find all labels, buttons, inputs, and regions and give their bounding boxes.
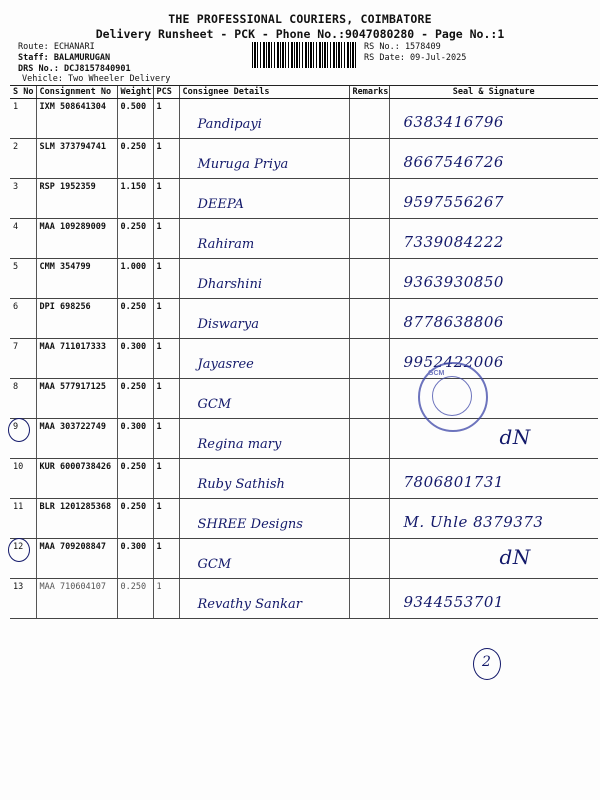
row-consignee-cell xyxy=(179,99,349,139)
signature-handwriting: 7806801731 xyxy=(403,473,504,491)
row-pcs-cell: 1 xyxy=(153,459,179,499)
rs-date: RS Date: 09-Jul-2025 xyxy=(364,53,467,63)
row-pcs-cell: 1 xyxy=(153,259,179,299)
consignee-handwriting: Ruby Sathish xyxy=(197,477,285,492)
route-label: Route: ECHANARI xyxy=(18,42,95,52)
row-sno-cell: 9 xyxy=(10,419,36,459)
staff-label: Staff: BALAMURUGAN xyxy=(18,53,111,63)
table-row xyxy=(10,259,598,299)
signature-handwriting: M. Uhle 8379373 xyxy=(403,513,544,531)
row-signature-cell xyxy=(389,259,598,299)
runsheet-table xyxy=(10,85,598,619)
page-count-mark xyxy=(473,648,501,680)
row-remarks-cell xyxy=(349,219,389,259)
row-signature-cell xyxy=(389,419,598,459)
consignee-handwriting: GCM xyxy=(197,557,232,572)
row-consignment-cell: MAA 710604107 xyxy=(36,579,117,619)
signature-handwriting: 8667546726 xyxy=(403,153,504,171)
consignee-handwriting: Jayasree xyxy=(197,357,254,372)
signature-handwriting: 9344553701 xyxy=(403,593,504,611)
row-remarks-cell xyxy=(349,139,389,179)
row-consignee-cell xyxy=(179,499,349,539)
row-remarks-cell xyxy=(349,379,389,419)
signature-handwriting: dN xyxy=(499,425,531,449)
row-sno-cell: 6 xyxy=(10,299,36,339)
row-signature-cell xyxy=(389,539,598,579)
table-row xyxy=(10,539,598,579)
table-row xyxy=(10,179,598,219)
row-consignee-cell xyxy=(179,139,349,179)
consignee-handwriting: Muruga Priya xyxy=(197,157,289,172)
row-remarks-cell xyxy=(349,459,389,499)
row-pcs-cell: 1 xyxy=(153,299,179,339)
row-signature-cell xyxy=(389,339,598,379)
row-consignment-cell: MAA 109289009 xyxy=(36,219,117,259)
row-consignment-cell: MAA 303722749 xyxy=(36,419,117,459)
row-sno-cell: 8 xyxy=(10,379,36,419)
row-remarks-cell xyxy=(349,499,389,539)
circled-row-mark xyxy=(8,538,30,562)
company-name: THE PROFESSIONAL COURIERS, COIMBATORE xyxy=(168,12,432,26)
row-consignee-cell xyxy=(179,419,349,459)
row-consignee-cell xyxy=(179,459,349,499)
signature-handwriting: 9363930850 xyxy=(403,273,504,291)
consignee-handwriting: GCM xyxy=(197,397,232,412)
table-row xyxy=(10,459,598,499)
row-consignment-cell: BLR 1201285368 xyxy=(36,499,117,539)
seal-stamp-text: GCM xyxy=(428,370,445,377)
col-consignment: Consignment No xyxy=(36,86,117,99)
table-row xyxy=(10,419,598,459)
consignee-handwriting: Pandipayi xyxy=(197,117,262,132)
row-pcs-cell: 1 xyxy=(153,339,179,379)
row-consignee-cell xyxy=(179,219,349,259)
row-consignment-cell: SLM 373794741 xyxy=(36,139,117,179)
runsheet-title: Delivery Runsheet - PCK - Phone No.:9047080280 - Page No.:1 xyxy=(95,27,505,41)
table-row xyxy=(10,379,598,419)
row-weight-cell: 0.500 xyxy=(117,99,153,139)
col-weight: Weight xyxy=(117,86,153,99)
row-remarks-cell xyxy=(349,99,389,139)
row-consignee-cell xyxy=(179,379,349,419)
table-row xyxy=(10,299,598,339)
col-sno: S No xyxy=(10,86,36,99)
row-remarks-cell xyxy=(349,419,389,459)
circled-row-mark xyxy=(8,418,30,442)
row-consignee-cell xyxy=(179,299,349,339)
row-sno-cell: 12 xyxy=(10,539,36,579)
row-pcs-cell: 1 xyxy=(153,579,179,619)
table-header-row xyxy=(10,86,598,99)
col-consignee: Consignee Details xyxy=(179,86,349,99)
row-sno-cell: 4 xyxy=(10,219,36,259)
row-remarks-cell xyxy=(349,339,389,379)
row-weight-cell: 0.250 xyxy=(117,219,153,259)
signature-handwriting: dN xyxy=(499,545,531,569)
barcode xyxy=(252,42,356,68)
rs-number: RS No.: 1578409 xyxy=(364,42,441,52)
row-consignment-cell: IXM 508641304 xyxy=(36,99,117,139)
consignee-handwriting: Regina mary xyxy=(197,437,282,452)
row-sno-cell: 11 xyxy=(10,499,36,539)
seal-stamp xyxy=(418,362,488,432)
row-pcs-cell: 1 xyxy=(153,419,179,459)
row-signature-cell xyxy=(389,299,598,339)
signature-handwriting: 9952422006 xyxy=(403,353,504,371)
consignee-handwriting: Rahiram xyxy=(197,237,255,252)
row-consignment-cell: MAA 711017333 xyxy=(36,339,117,379)
row-weight-cell: 0.250 xyxy=(117,139,153,179)
row-signature-cell xyxy=(389,499,598,539)
row-consignee-cell xyxy=(179,179,349,219)
row-remarks-cell xyxy=(349,299,389,339)
consignee-handwriting: SHREE Designs xyxy=(197,517,303,532)
row-weight-cell: 0.300 xyxy=(117,339,153,379)
row-consignee-cell xyxy=(179,579,349,619)
consignee-handwriting: Dharshini xyxy=(197,277,262,292)
table-row xyxy=(10,139,598,179)
signature-handwriting: 8778638806 xyxy=(403,313,504,331)
row-weight-cell: 0.250 xyxy=(117,579,153,619)
row-pcs-cell: 1 xyxy=(153,219,179,259)
col-signature: Seal & Signature xyxy=(389,86,598,99)
table-row xyxy=(10,99,598,139)
row-pcs-cell: 1 xyxy=(153,99,179,139)
row-remarks-cell xyxy=(349,259,389,299)
row-consignee-cell xyxy=(179,339,349,379)
row-signature-cell xyxy=(389,179,598,219)
row-consignment-cell: KUR 6000738426 xyxy=(36,459,117,499)
row-remarks-cell xyxy=(349,579,389,619)
signature-handwriting: 6383416796 xyxy=(403,113,504,131)
row-consignment-cell: MAA 709208847 xyxy=(36,539,117,579)
row-signature-cell xyxy=(389,459,598,499)
drs-label: DRS No.: DCJ8157840901 xyxy=(18,64,131,74)
row-consignee-cell xyxy=(179,539,349,579)
row-signature-cell xyxy=(389,579,598,619)
row-pcs-cell: 1 xyxy=(153,539,179,579)
row-weight-cell: 0.300 xyxy=(117,419,153,459)
row-weight-cell: 0.250 xyxy=(117,379,153,419)
row-consignment-cell: RSP 1952359 xyxy=(36,179,117,219)
row-sno-cell: 13 xyxy=(10,579,36,619)
row-weight-cell: 1.000 xyxy=(117,259,153,299)
row-remarks-cell xyxy=(349,179,389,219)
row-sno-cell: 7 xyxy=(10,339,36,379)
table-row xyxy=(10,499,598,539)
consignee-handwriting: Revathy Sankar xyxy=(197,597,303,612)
row-sno-cell: 5 xyxy=(10,259,36,299)
row-pcs-cell: 1 xyxy=(153,379,179,419)
table-row xyxy=(10,219,598,259)
row-signature-cell xyxy=(389,99,598,139)
row-signature-cell xyxy=(389,139,598,179)
row-pcs-cell: 1 xyxy=(153,179,179,219)
row-pcs-cell: 1 xyxy=(153,139,179,179)
signature-handwriting: 9597556267 xyxy=(403,193,504,211)
col-remarks: Remarks xyxy=(349,86,389,99)
row-sno-cell: 2 xyxy=(10,139,36,179)
row-weight-cell: 0.250 xyxy=(117,499,153,539)
row-sno-cell: 3 xyxy=(10,179,36,219)
signature-handwriting: 7339084222 xyxy=(403,233,504,251)
row-weight-cell: 0.250 xyxy=(117,299,153,339)
row-consignment-cell: CMM 354799 xyxy=(36,259,117,299)
row-sno-cell: 1 xyxy=(10,99,36,139)
row-weight-cell: 1.150 xyxy=(117,179,153,219)
consignee-handwriting: DEEPA xyxy=(197,197,244,212)
col-pcs: PCS xyxy=(153,86,179,99)
table-row xyxy=(10,339,598,379)
row-consignment-cell: MAA 577917125 xyxy=(36,379,117,419)
row-pcs-cell: 1 xyxy=(153,499,179,539)
row-consignee-cell xyxy=(179,259,349,299)
vehicle-label: Vehicle: Two Wheeler Delivery xyxy=(22,74,171,84)
row-consignment-cell: DPI 698256 xyxy=(36,299,117,339)
page-count-value: 2 xyxy=(482,654,491,670)
row-signature-cell xyxy=(389,219,598,259)
table-row xyxy=(10,579,598,619)
row-weight-cell: 0.300 xyxy=(117,539,153,579)
row-weight-cell: 0.250 xyxy=(117,459,153,499)
consignee-handwriting: Diswarya xyxy=(197,317,259,332)
row-sno-cell: 10 xyxy=(10,459,36,499)
row-remarks-cell xyxy=(349,539,389,579)
